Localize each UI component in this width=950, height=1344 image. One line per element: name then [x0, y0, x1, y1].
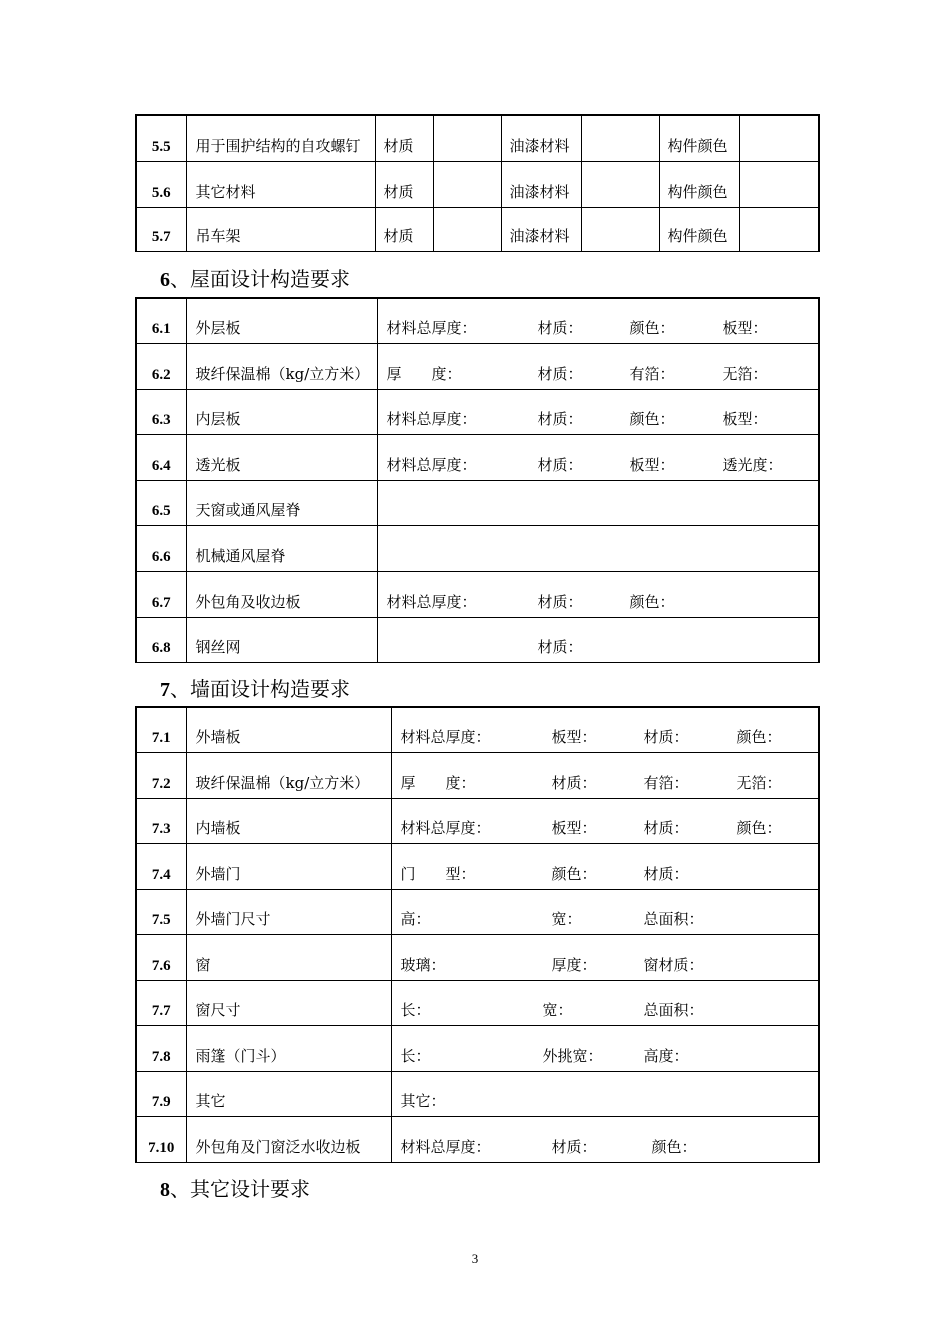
item-name: 外层板 — [186, 298, 377, 344]
field-label: 材质： — [537, 364, 583, 383]
field-label: 材质： — [537, 410, 583, 429]
section6-heading: 6、屋面设计构造要求 — [160, 267, 350, 291]
field-label: 总面积： — [643, 1001, 704, 1019]
field-label: 板型： — [722, 319, 768, 338]
row-number: 5.7 — [136, 207, 186, 251]
item-name: 外包角及门窗泛水收边板 — [186, 1117, 391, 1163]
item-name: 内层板 — [186, 389, 377, 435]
paint-label: 油漆材料 — [501, 161, 581, 207]
field-label: 门 型： — [400, 864, 476, 883]
section7-heading: 7、墙面设计构造要求 — [160, 677, 350, 701]
item-name: 外墙门尺寸 — [186, 889, 391, 935]
section6-table — [135, 297, 820, 663]
color-value-cell — [739, 115, 819, 161]
item-name: 雨篷（门斗） — [186, 1026, 391, 1072]
material-label: 材质 — [375, 161, 433, 207]
field-label: 高： — [400, 910, 431, 928]
table-row — [136, 617, 819, 663]
field-label: 板型： — [551, 819, 597, 837]
field-cell — [391, 707, 819, 753]
row-number: 7.1 — [136, 707, 186, 753]
field-label: 厚 度： — [386, 364, 462, 383]
row-number: 6.7 — [136, 572, 186, 618]
item-name: 透光板 — [186, 435, 377, 481]
item-name: 外包角及收边板 — [186, 572, 377, 618]
field-label: 颜色： — [736, 728, 782, 746]
item-name: 其它材料 — [186, 161, 375, 207]
item-name: 窗尺寸 — [186, 980, 391, 1026]
field-label: 材质： — [537, 319, 583, 338]
item-name: 吊车架 — [186, 207, 375, 251]
item-name: 窗 — [186, 935, 391, 981]
color-label: 构件颜色 — [659, 161, 739, 207]
field-label: 厚度： — [551, 955, 597, 974]
row-number: 6.3 — [136, 389, 186, 435]
field-label: 材料总厚度： — [386, 455, 477, 474]
table-row — [136, 1026, 819, 1072]
item-name: 其它 — [186, 1071, 391, 1117]
row-number: 6.8 — [136, 617, 186, 663]
table-row — [136, 844, 819, 890]
table-row — [136, 753, 819, 799]
field-cell — [391, 980, 819, 1026]
page-number: 3 — [471, 1251, 479, 1266]
item-name: 外墙门 — [186, 844, 391, 890]
row-number: 7.7 — [136, 980, 186, 1026]
table-row — [136, 980, 819, 1026]
field-label: 板型： — [551, 728, 597, 746]
field-label: 材料总厚度： — [400, 1137, 491, 1156]
field-label: 材质： — [643, 864, 689, 883]
field-cell — [377, 344, 819, 390]
item-name: 内墙板 — [186, 798, 391, 844]
field-label: 总面积： — [643, 910, 704, 928]
table-row — [136, 480, 819, 526]
field-label: 材质： — [551, 1137, 597, 1156]
field-label: 材料总厚度： — [386, 319, 477, 338]
item-name: 钢丝网 — [186, 617, 377, 663]
row-number: 7.4 — [136, 844, 186, 890]
field-cell — [377, 298, 819, 344]
item-name: 外墙板 — [186, 707, 391, 753]
field-label: 玻璃： — [400, 955, 446, 974]
field-cell — [391, 1026, 819, 1072]
table-row — [136, 798, 819, 844]
field-label: 材料总厚度： — [400, 819, 491, 837]
table-row — [136, 389, 819, 435]
table-row — [136, 115, 819, 161]
field-cell — [377, 572, 819, 618]
field-cell — [391, 889, 819, 935]
field-label: 无箔： — [736, 773, 782, 792]
field-cell — [391, 753, 819, 799]
field-cell — [391, 798, 819, 844]
field-cell — [377, 526, 819, 572]
table-row — [136, 298, 819, 344]
material-value-cell — [433, 161, 501, 207]
item-name: 天窗或通风屋脊 — [186, 480, 377, 526]
table-row — [136, 935, 819, 981]
table-row — [136, 207, 819, 251]
field-label: 颜色： — [629, 592, 675, 611]
field-label: 长： — [400, 1046, 431, 1065]
field-label: 颜色： — [736, 819, 782, 837]
field-label: 厚 度： — [400, 773, 476, 792]
row-number: 7.10 — [136, 1117, 186, 1163]
table-row — [136, 344, 819, 390]
section5-table — [135, 114, 820, 252]
field-cell — [391, 1071, 819, 1117]
table-row — [136, 889, 819, 935]
field-label: 有箔： — [643, 773, 689, 792]
item-name: 机械通风屋脊 — [186, 526, 377, 572]
field-label: 材质： — [537, 592, 583, 611]
item-name: 用于围护结构的自攻螺钉 — [186, 115, 375, 161]
field-label: 颜色： — [629, 319, 675, 338]
table-row — [136, 572, 819, 618]
field-label: 无箔： — [722, 364, 768, 383]
field-label: 有箔： — [629, 364, 675, 383]
field-label: 材料总厚度： — [386, 410, 477, 429]
row-number: 6.5 — [136, 480, 186, 526]
table-row — [136, 526, 819, 572]
paint-label: 油漆材料 — [501, 207, 581, 251]
row-number: 6.6 — [136, 526, 186, 572]
color-value-cell — [739, 161, 819, 207]
table-row — [136, 435, 819, 481]
row-number: 6.2 — [136, 344, 186, 390]
field-cell — [391, 935, 819, 981]
field-label: 窗材质： — [643, 955, 704, 974]
field-label: 高度： — [643, 1046, 689, 1065]
material-value-cell — [433, 207, 501, 251]
row-number: 5.6 — [136, 161, 186, 207]
field-label: 透光度： — [722, 455, 783, 474]
field-label: 材质： — [643, 728, 689, 746]
color-value-cell — [739, 207, 819, 251]
paint-label: 油漆材料 — [501, 115, 581, 161]
row-number: 7.5 — [136, 889, 186, 935]
row-number: 7.6 — [136, 935, 186, 981]
paint-value-cell — [581, 207, 659, 251]
row-number: 7.8 — [136, 1026, 186, 1072]
row-number: 7.3 — [136, 798, 186, 844]
field-label: 材料总厚度： — [400, 728, 491, 746]
field-cell — [377, 389, 819, 435]
material-label: 材质 — [375, 207, 433, 251]
field-label: 材质： — [643, 819, 689, 837]
row-number: 6.4 — [136, 435, 186, 481]
field-label: 板型： — [629, 455, 675, 474]
material-value-cell — [433, 115, 501, 161]
field-label: 外挑宽： — [542, 1046, 603, 1065]
row-number: 7.2 — [136, 753, 186, 799]
row-number: 6.1 — [136, 298, 186, 344]
section8-heading: 8、其它设计要求 — [160, 1177, 310, 1201]
item-name: 玻纤保温棉（kg/立方米） — [186, 753, 391, 799]
field-label: 材质： — [537, 455, 583, 474]
field-label: 颜色： — [551, 864, 597, 883]
item-name: 玻纤保温棉（kg/立方米） — [186, 344, 377, 390]
table-row — [136, 707, 819, 753]
field-cell — [377, 617, 819, 663]
field-label: 颜色： — [651, 1137, 697, 1156]
table-row — [136, 1071, 819, 1117]
field-cell — [391, 1117, 819, 1163]
field-label: 宽： — [542, 1001, 573, 1019]
field-label: 材料总厚度： — [386, 592, 477, 611]
table-row — [136, 161, 819, 207]
field-label: 材质： — [537, 638, 583, 657]
field-label: 宽： — [551, 910, 582, 928]
field-label: 颜色： — [629, 410, 675, 429]
paint-value-cell — [581, 115, 659, 161]
row-number: 7.9 — [136, 1071, 186, 1117]
field-cell — [391, 844, 819, 890]
color-label: 构件颜色 — [659, 115, 739, 161]
field-label: 长： — [400, 1001, 431, 1019]
field-label: 材质： — [551, 773, 597, 792]
color-label: 构件颜色 — [659, 207, 739, 251]
field-label: 板型： — [722, 410, 768, 429]
row-number: 5.5 — [136, 115, 186, 161]
field-label: 其它： — [400, 1092, 446, 1110]
section7-table — [135, 706, 820, 1163]
table-row — [136, 1117, 819, 1163]
paint-value-cell — [581, 161, 659, 207]
field-cell — [377, 435, 819, 481]
field-cell — [377, 480, 819, 526]
material-label: 材质 — [375, 115, 433, 161]
